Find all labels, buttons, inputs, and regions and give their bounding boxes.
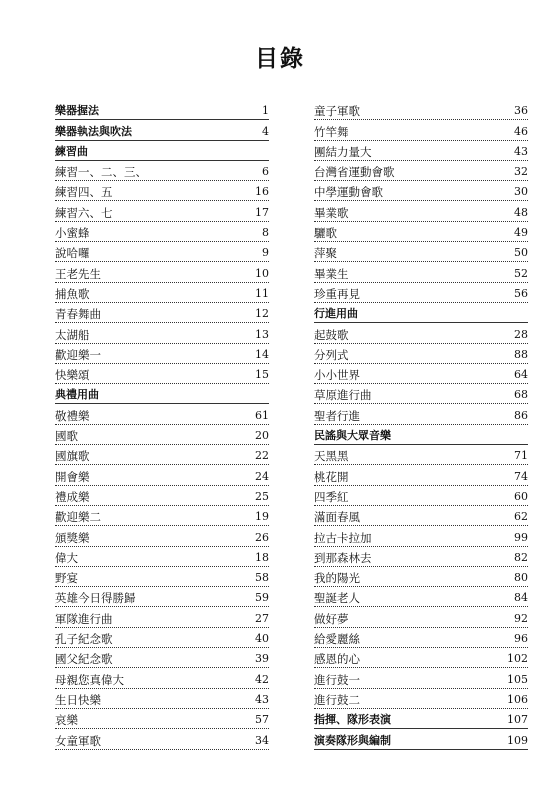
toc-entry [55,201,269,221]
toc-entry-page: 105 [507,672,528,686]
page-title: 目錄 [255,45,305,72]
toc-section-heading [314,709,528,729]
toc-entry-label: 國歌 [55,429,78,444]
toc-entry-page: 86 [514,408,528,422]
toc-entry-label: 聖誕老人 [314,591,360,606]
toc-entry-label: 練習四、五 [55,185,113,200]
toc-entry-page: 13 [255,327,269,341]
toc-entry-label: 畢業歌 [314,205,349,220]
toc-entry [55,344,269,364]
toc-entry-page: 36 [514,104,528,118]
toc-entry [314,181,528,201]
toc-entry-page: 74 [514,469,528,483]
toc-section-heading [55,120,269,140]
toc-entry-page: 6 [262,165,269,179]
toc-entry-label: 起鼓歌 [314,327,349,342]
toc-entry [55,668,269,688]
toc-entry-page: 8 [262,226,269,240]
toc-entry [314,547,528,567]
toc-entry [314,526,528,546]
toc-entry [314,587,528,607]
toc-entry [314,486,528,506]
toc-entry-page: 102 [507,652,528,666]
toc-entry [55,323,269,343]
toc-entry-page: 107 [507,713,528,727]
toc-entry-page: 40 [255,632,269,646]
toc-entry-label: 滿面春風 [314,510,360,525]
toc-entry-page: 26 [255,530,269,544]
toc-entry-page: 109 [507,733,528,747]
toc-entry-label: 台灣省運動會歌 [314,165,395,180]
toc-entry-label: 做好夢 [314,611,349,626]
toc-entry-label: 到那森林去 [314,550,372,565]
toc-entry-label: 快樂頌 [55,368,90,383]
toc-entry [55,567,269,587]
toc-entry [314,141,528,161]
toc-entry-label: 進行鼓二 [314,692,360,707]
toc-entry-page: 58 [255,571,269,585]
toc-entry-page: 9 [262,246,269,260]
toc-entry-label: 拉古卡拉加 [314,530,372,545]
toc-entry-page: 61 [255,408,269,422]
toc-entry [314,283,528,303]
toc-entry [55,161,269,181]
toc-entry-label: 孔子紀念歌 [55,632,113,647]
toc-entry-label: 畢業生 [314,266,349,281]
toc-entry-label: 偉大 [55,550,78,565]
toc-entry-label: 敬禮樂 [55,408,90,423]
toc-entry-label: 生日快樂 [55,692,101,707]
toc-entry-label: 歡迎樂一 [55,347,101,362]
toc-entry [55,486,269,506]
toc-entry-page: 39 [255,652,269,666]
toc-section-heading [55,100,269,120]
toc-entry [314,384,528,404]
toc-entry-page: 59 [255,591,269,605]
toc-entry-label: 小小世界 [314,368,360,383]
toc-entry [314,222,528,242]
toc-entry-label: 小蜜蜂 [55,226,90,241]
toc-entry [55,506,269,526]
toc-entry-label: 樂器握法 [55,104,99,118]
toc-section-heading [314,729,528,749]
toc-entry-label: 感恩的心 [314,652,360,667]
toc-entry [314,628,528,648]
toc-entry-label: 母親您真偉大 [55,672,124,687]
toc-entry-page: 12 [255,307,269,321]
toc-entry-label: 天黑黑 [314,449,349,464]
toc-entry-page: 92 [514,611,528,625]
toc-entry-label: 青春舞曲 [55,307,101,322]
toc-entry-page: 42 [255,672,269,686]
toc-entry [55,689,269,709]
toc-entry-label: 說哈囉 [55,246,90,261]
toc-entry [314,262,528,282]
toc-entry [55,404,269,424]
toc-entry [55,262,269,282]
toc-entry-page: 20 [255,429,269,443]
toc-entry-page: 16 [255,185,269,199]
toc-entry-label: 野宴 [55,571,78,586]
toc-entry-page: 68 [514,388,528,402]
toc-entry [55,628,269,648]
toc-entry [314,120,528,140]
toc-entry-label: 聖者行進 [314,408,360,423]
toc-entry [55,222,269,242]
toc-entry-page: 84 [514,591,528,605]
toc-entry-label: 開會樂 [55,469,90,484]
toc-entry [55,283,269,303]
toc-entry-label: 軍隊進行曲 [55,611,113,626]
toc-entry-label: 桃花開 [314,469,349,484]
toc-entry [55,465,269,485]
toc-entry-page: 28 [514,327,528,341]
toc-entry-page: 62 [514,510,528,524]
toc-entry-label: 練習曲 [55,144,88,158]
toc-entry [55,303,269,323]
toc-entry-label: 國父紀念歌 [55,652,113,667]
toc-entry-page: 19 [255,510,269,524]
toc-entry [55,607,269,627]
toc-entry [55,181,269,201]
toc-entry-page: 18 [255,550,269,564]
toc-entry-page: 96 [514,632,528,646]
toc-entry-label: 竹竿舞 [314,124,349,139]
toc-entry-label: 國旗歌 [55,449,90,464]
toc-entry-page: 48 [514,205,528,219]
toc-entry-label: 四季紅 [314,489,349,504]
toc-entry-page: 49 [514,226,528,240]
toc-entry-page: 10 [255,266,269,280]
toc-entry-label: 樂器執法與吹法 [55,124,132,138]
toc-entry-page: 82 [514,550,528,564]
toc-right-column [314,100,528,750]
toc-entry-label: 珍重再見 [314,286,360,301]
toc-entry-label: 分列式 [314,347,349,362]
toc-entry-page: 50 [514,246,528,260]
toc-entry [314,242,528,262]
toc-entry-label: 英雄今日得勝歸 [55,591,136,606]
toc-entry [55,709,269,729]
toc-entry-page: 27 [255,611,269,625]
toc-entry-label: 童子軍歌 [314,104,360,119]
toc-entry-page: 4 [262,124,269,138]
toc-entry-page: 106 [507,692,528,706]
toc-entry-page: 43 [514,144,528,158]
toc-section-heading [314,303,528,323]
toc-entry [55,526,269,546]
toc-entry [314,668,528,688]
toc-entry-page: 88 [514,347,528,361]
toc-entry-label: 哀樂 [55,713,78,728]
toc-entry-page: 52 [514,266,528,280]
toc-entry [55,445,269,465]
toc-entry-page: 60 [514,489,528,503]
toc-entry [314,445,528,465]
toc-entry-label: 行進用曲 [314,307,358,321]
toc-left-column [55,100,269,750]
toc-entry-label: 團結力量大 [314,144,372,159]
toc-entry-label: 草原進行曲 [314,388,372,403]
toc-entry-page: 1 [262,104,269,118]
toc-entry-page: 57 [255,713,269,727]
toc-entry-page: 99 [514,530,528,544]
toc-entry-page: 15 [255,368,269,382]
toc-entry [55,425,269,445]
toc-entry-page: 80 [514,571,528,585]
toc-entry-label: 禮成樂 [55,489,90,504]
toc-entry [314,567,528,587]
toc-entry [314,364,528,384]
toc-entry-label: 指揮、隊形表演 [314,713,391,727]
toc-entry-label: 太湖船 [55,327,90,342]
toc-entry [314,607,528,627]
toc-entry [314,689,528,709]
toc-entry [314,404,528,424]
toc-entry [314,100,528,120]
toc-entry-label: 演奏隊形與編制 [314,733,391,747]
toc-entry-label: 驪歌 [314,226,337,241]
toc-entry [55,648,269,668]
toc-entry [55,242,269,262]
toc-entry-label: 練習一、二、三、 [55,165,147,180]
toc-entry-page: 32 [514,165,528,179]
toc-entry-page: 34 [255,733,269,747]
toc-entry-label: 練習六、七 [55,205,113,220]
toc-entry-page: 43 [255,692,269,706]
toc-entry-page: 17 [255,205,269,219]
toc-entry-label: 中學運動會歌 [314,185,383,200]
toc-entry-page: 30 [514,185,528,199]
toc-entry [314,506,528,526]
toc-entry [314,323,528,343]
toc-entry-page: 14 [255,347,269,361]
toc-section-heading [55,141,269,161]
toc-entry-label: 萍聚 [314,246,337,261]
toc-entry-page: 46 [514,124,528,138]
toc-entry [314,161,528,181]
toc-entry-label: 王老先生 [55,266,101,281]
toc-entry-label: 歡迎樂二 [55,510,101,525]
toc-entry [314,648,528,668]
toc-entry [314,465,528,485]
toc-entry-label: 捕魚歌 [55,286,90,301]
toc-entry-label: 我的陽光 [314,571,360,586]
toc-section-heading [55,384,269,404]
toc-entry-page: 24 [255,469,269,483]
toc-entry-page: 22 [255,449,269,463]
toc-entry-label: 典禮用曲 [55,388,99,402]
toc-entry [55,364,269,384]
toc-entry-label: 給愛麗絲 [314,632,360,647]
toc-entry-page: 64 [514,368,528,382]
toc-section-heading [314,425,528,445]
toc-entry [314,344,528,364]
toc-entry-page: 25 [255,489,269,503]
toc-entry-page: 71 [514,449,528,463]
toc-entry-label: 進行鼓一 [314,672,360,687]
toc-entry [55,587,269,607]
toc-entry [314,201,528,221]
toc-entry-page: 11 [255,286,269,300]
toc-entry [55,729,269,749]
toc-entry-label: 女童軍歌 [55,733,101,748]
toc-entry-label: 頒獎樂 [55,530,90,545]
toc-entry-label: 民謠與大眾音樂 [314,429,391,443]
toc-entry [55,547,269,567]
toc-entry-page: 56 [514,286,528,300]
